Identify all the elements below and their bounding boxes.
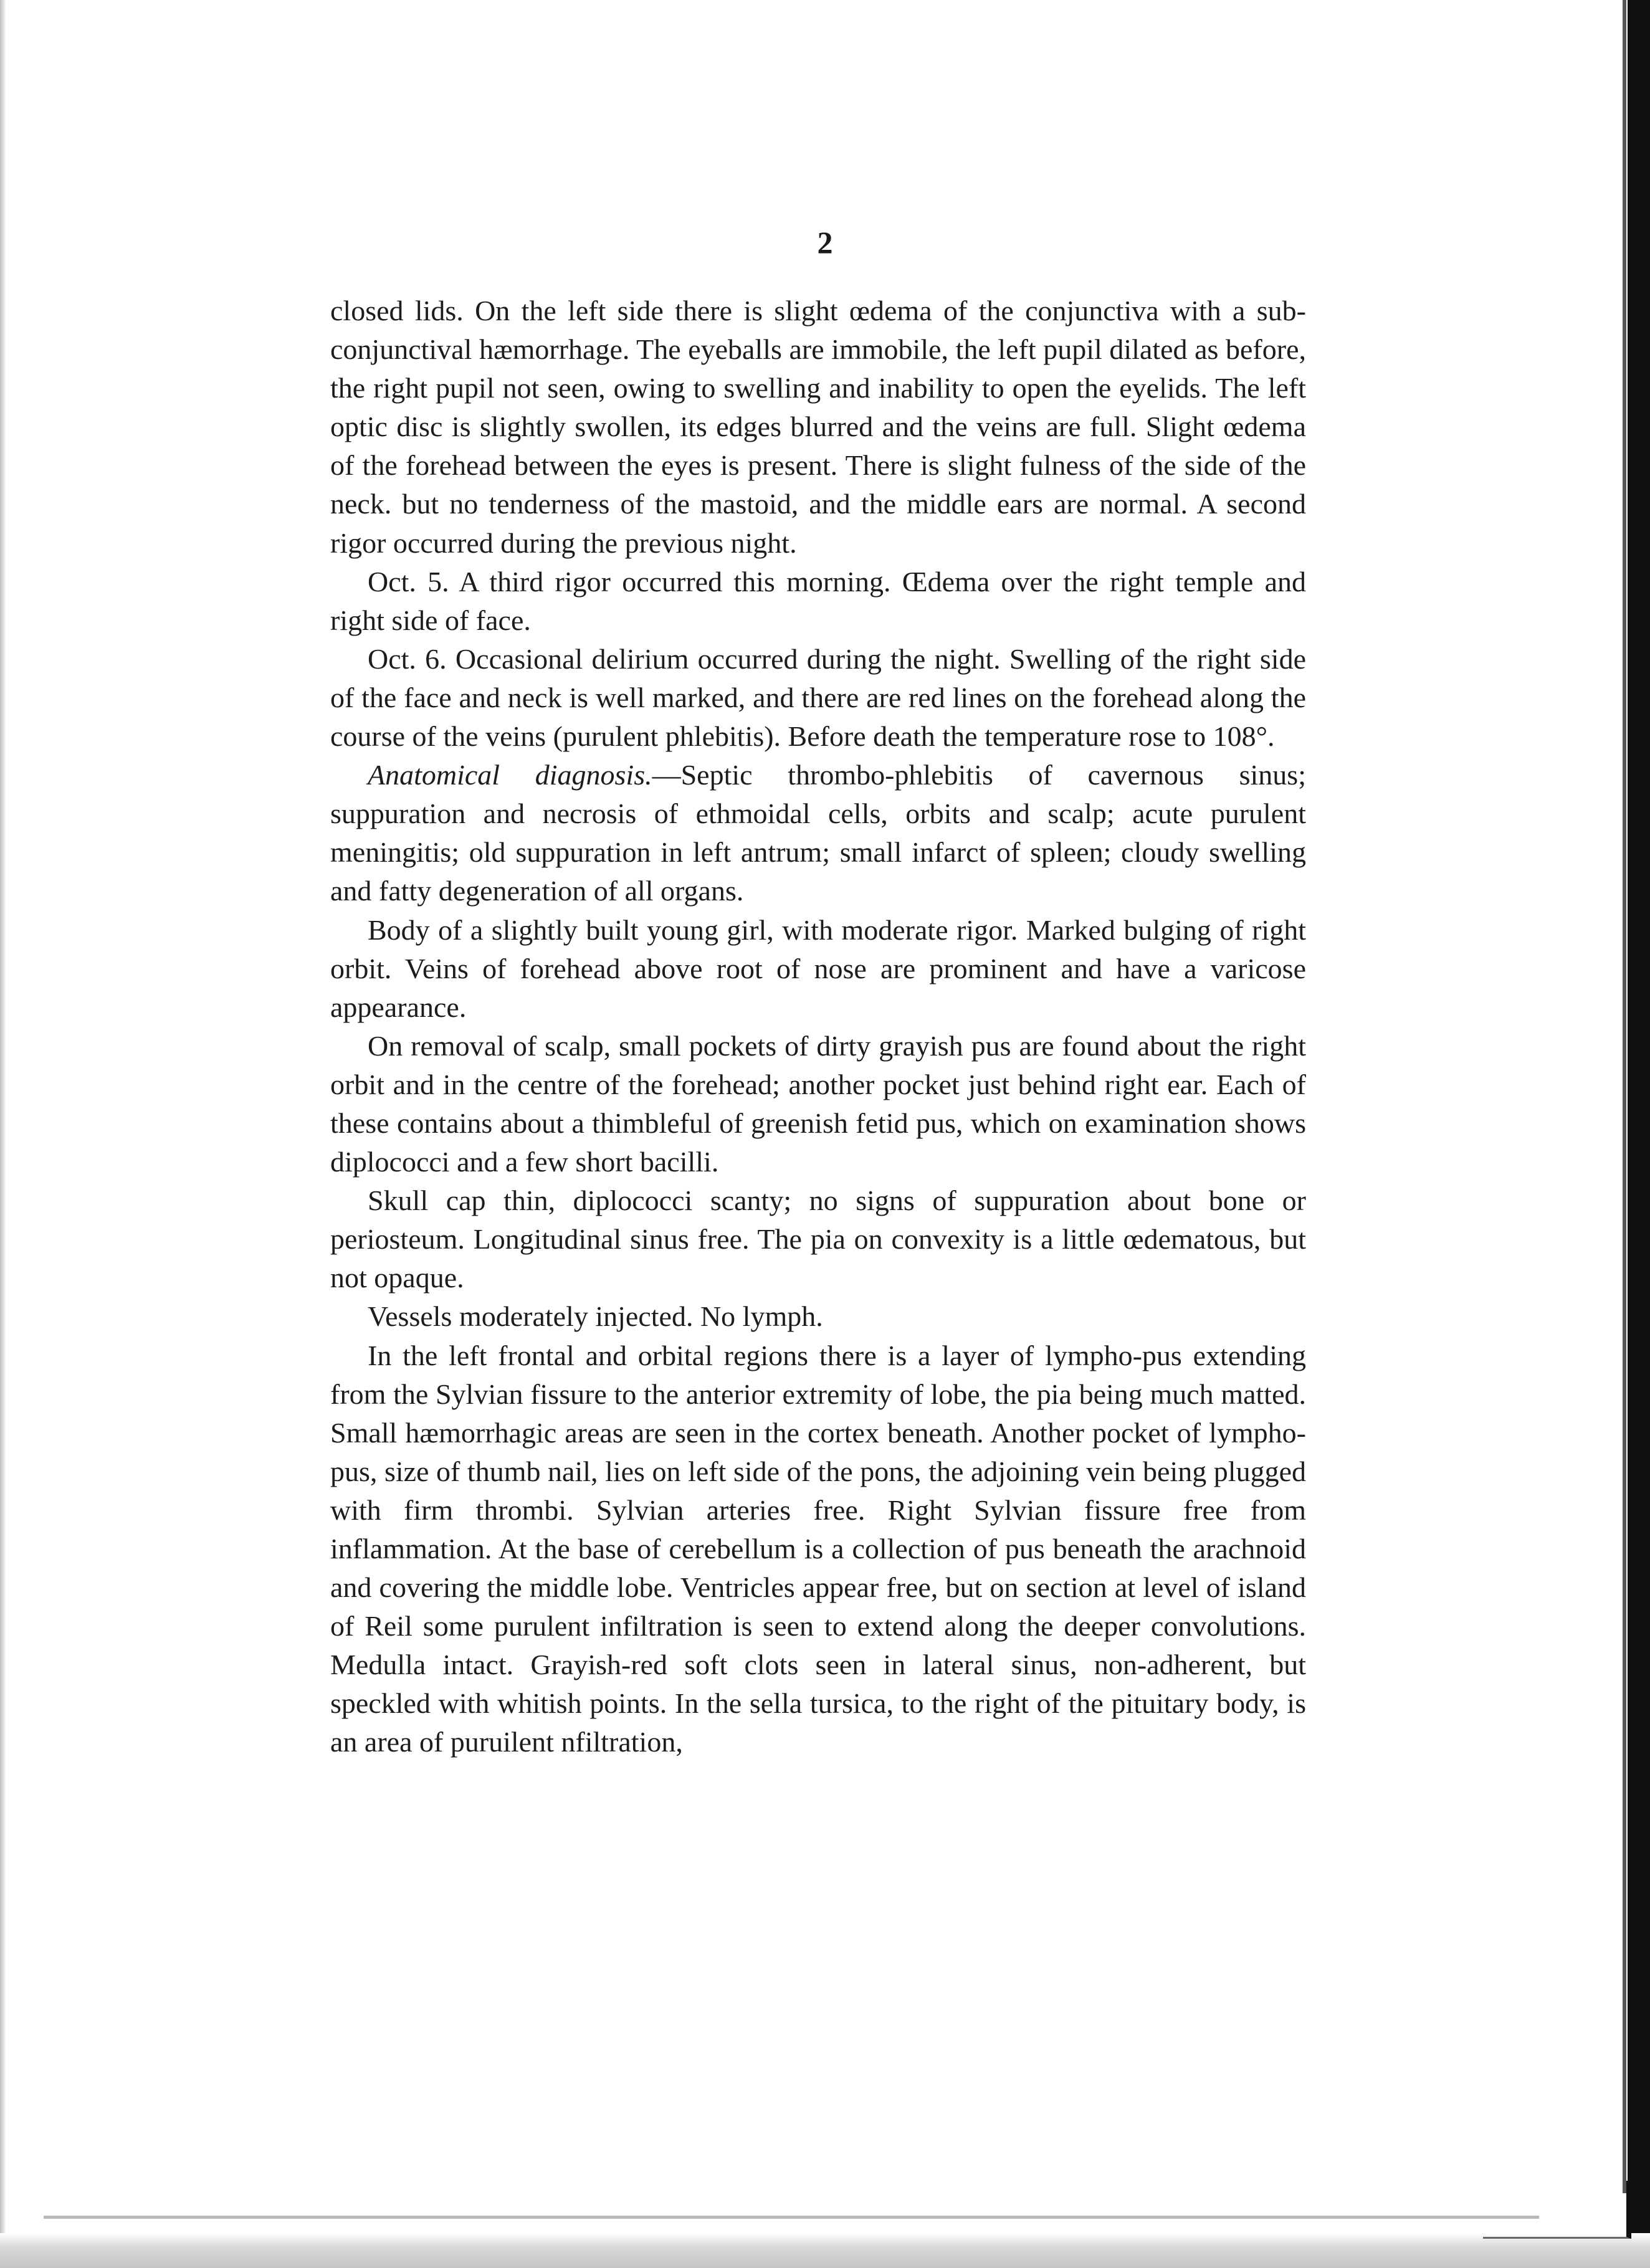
page-left-shadow bbox=[0, 0, 6, 2268]
paragraph-5: Body of a slightly built young girl, with moderate rigor. Marked bulging of right orbit. Veins of forehead above root of nose are prominent and have a varicose appearance. bbox=[330, 913, 1306, 1023]
scan-bottom-border bbox=[0, 2233, 1650, 2268]
page-number: 2 bbox=[817, 225, 833, 260]
page-bottom-edge-line bbox=[44, 2216, 1539, 2219]
anatomical-diagnosis-heading: Anatomical diagnosis. bbox=[368, 759, 652, 791]
paragraph-1: closed lids. On the left side there is slight œdema of the conjunctiva with a sub-conjunctival hæmorrhage. The eyeballs are immobile, the left pupil dilated as before, the right pupil not seen, owing to swelling and inability to open the eyelids. The left optic disc is slightly swollen, its edges blurred and the veins are full. Slight œdema of the forehead between the eyes is present. There is slight fulness of the side of the neck. but no tenderness of the mastoid, and the middle ears are normal. A second rigor occurred during the previous night. bbox=[330, 295, 1306, 559]
paragraph-8: Vessels moderately injected. No lymph. bbox=[368, 1300, 823, 1333]
scan-right-border-inner bbox=[1623, 0, 1626, 2193]
page-corner-curl bbox=[1483, 2181, 1631, 2239]
body-text bbox=[330, 292, 1306, 1762]
anatomical-diagnosis-text: —Septic thrombo-phlebitis of cavernous sinus; suppuration and necrosis of ethmoidal cells, orbits and scalp; acute purulent meningitis; old suppuration in left antrum; small infarct of spleen; cloudy swelling and fatty degeneration of all organs. bbox=[330, 759, 1306, 907]
scan-right-border bbox=[1628, 0, 1650, 2268]
paragraph-2: Oct. 5. A third rigor occurred this morning. Œdema over the right temple and right side of face. bbox=[330, 565, 1306, 636]
paragraph-9: In the left frontal and orbital regions there is a layer of lympho-pus extending from the Sylvian fissure to the anterior extremity of lobe, the pia being much matted. Small hæmorrhagic areas are seen in the cortex beneath. Another pocket of lympho-pus, size of thumb nail, lies on left side of the pons, the adjoining vein being plugged with firm thrombi. Sylvian arteries free. Right Sylvian fissure free from inflammation. At the base of cerebellum is a collection of pus beneath the arachnoid and covering the middle lobe. Ventricles appear free, but on section at level of island of Reil some purulent infiltration is seen to extend along the deeper convolutions. Medulla intact. Grayish-red soft clots seen in lateral sinus, non-adherent, but speckled with whitish points. In the sella tursica, to the right of the pituitary body, is an area of puruilent nfiltration, bbox=[330, 1339, 1306, 1758]
paragraph-4 bbox=[330, 756, 1306, 910]
paragraph-7: Skull cap thin, diplococci scanty; no signs of suppuration about bone or periosteum. Longitudinal sinus free. The pia on convexity is a little œdematous, but not opaque. bbox=[330, 1184, 1306, 1294]
paragraph-6: On removal of scalp, small pockets of dirty grayish pus are found about the right orbit and in the centre of the forehead; another pocket just behind right ear. Each of these contains about a thimbleful of greenish fetid pus, which on examination shows diplococci and a few short bacilli. bbox=[330, 1029, 1306, 1178]
paragraph-3: Oct. 6. Occasional delirium occurred during the night. Swelling of the right side of the face and neck is well marked, and there are red lines on the forehead along the course of the veins (purulent phlebitis). Before death the temperature rose to 108°. bbox=[330, 642, 1306, 753]
